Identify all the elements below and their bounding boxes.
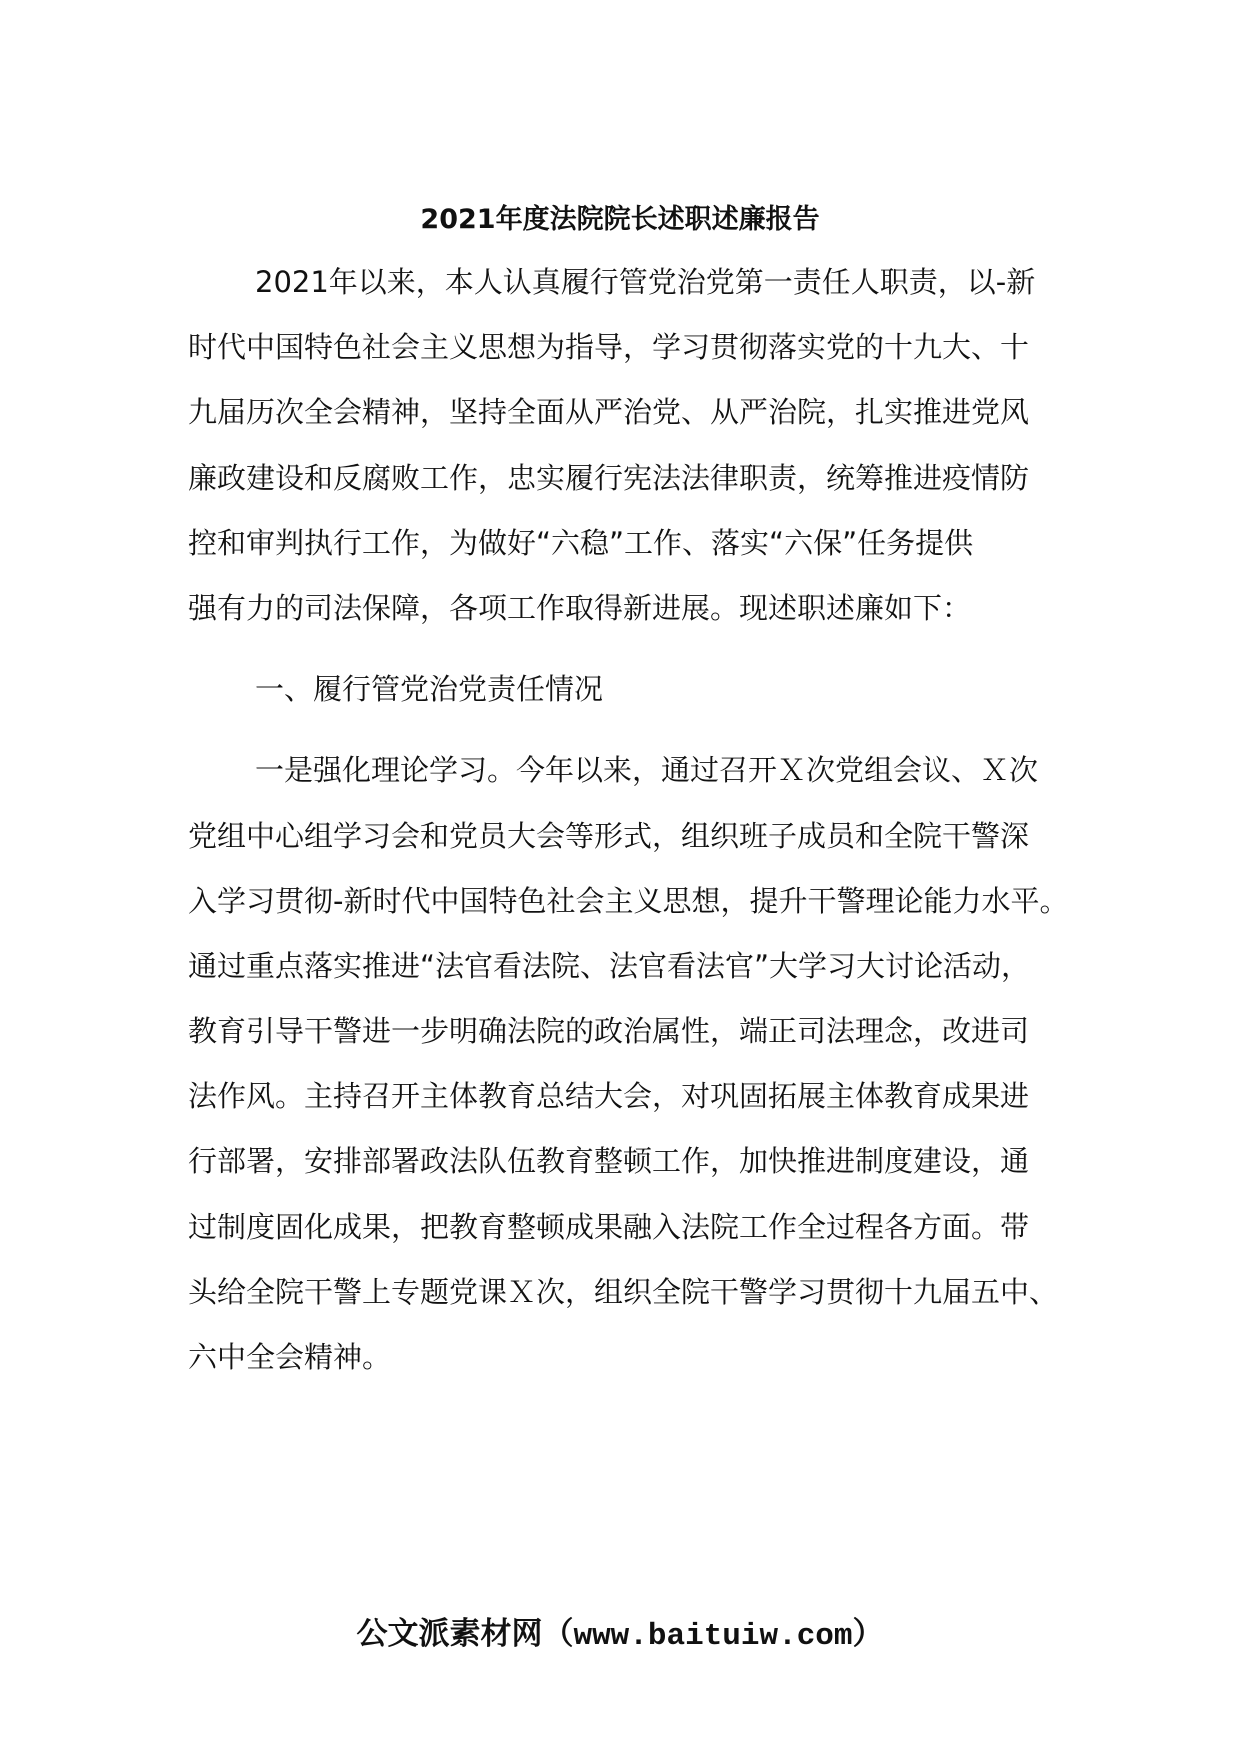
paragraph-line: 六中全会精神。 (188, 1340, 392, 1374)
paragraph-line: 党组中心组学习会和党员大会等形式，组织班子成员和全院干警深 (188, 818, 1030, 853)
paragraph-line: 过制度固化成果，把教育整顿成果融入法院工作全过程各方面。带 (188, 1209, 1030, 1244)
paragraph-line: 2021年以来，本人认真履行管党治党第一责任人职责，以-新 (255, 265, 1036, 299)
paragraph-line: 头给全院干警上专题党课Ｘ次，组织全院干警学习贯彻十九届五中、 (188, 1274, 1059, 1309)
paragraph-line: 入学习贯彻-新时代中国特色社会主义思想，提升干警理论能力水平。 (188, 883, 1069, 918)
document-body (188, 250, 1069, 1390)
paragraph-line: 强有力的司法保障，各项工作取得新进展。现述职述廉如下： (188, 590, 972, 625)
paragraph-line: 控和审判执行工作，为做好“六稳”工作、落实“六保”任务提供 (188, 525, 974, 560)
paragraph-line: 一是强化理论学习。今年以来，通过召开Ｘ次党组会议、Ｘ次 (255, 753, 1039, 788)
paragraph-line: 九届历次全会精神，坚持全面从严治党、从严治院，扎实推进党风 (188, 395, 1030, 430)
paragraph-line: 通过重点落实推进“法官看法院、法官看法官”大学习大讨论活动， (188, 948, 1031, 983)
paragraph-line: 教育引导干警进一步明确法院的政治属性，端正司法理念，改进司 (188, 1014, 1030, 1049)
document-title: 2021年度法院院长述职述廉报告 (420, 204, 820, 235)
footer-site-name: 公文派素材网（ (356, 1616, 574, 1652)
paragraph-line: 廉政建设和反腐败工作，忠实履行宪法法律职责，统筹推进疫情防 (188, 460, 1030, 495)
footer-site-url: www.baituiw.com (573, 1619, 853, 1654)
section-heading: 一、履行管党治党责任情况 (255, 672, 604, 707)
paragraph-line: 行部署，安排部署政法队伍教育整顿工作，加快推进制度建设，通 (188, 1144, 1030, 1179)
paragraph-line: 法作风。主持召开主体教育总结大会，对巩固拓展主体教育成果进 (188, 1079, 1030, 1114)
paragraph-line: 时代中国特色社会主义思想为指导，学习贯彻落实党的十九大、十 (188, 330, 1030, 365)
page-footer (0, 1612, 1240, 1659)
footer-close-paren: ） (852, 1616, 884, 1652)
